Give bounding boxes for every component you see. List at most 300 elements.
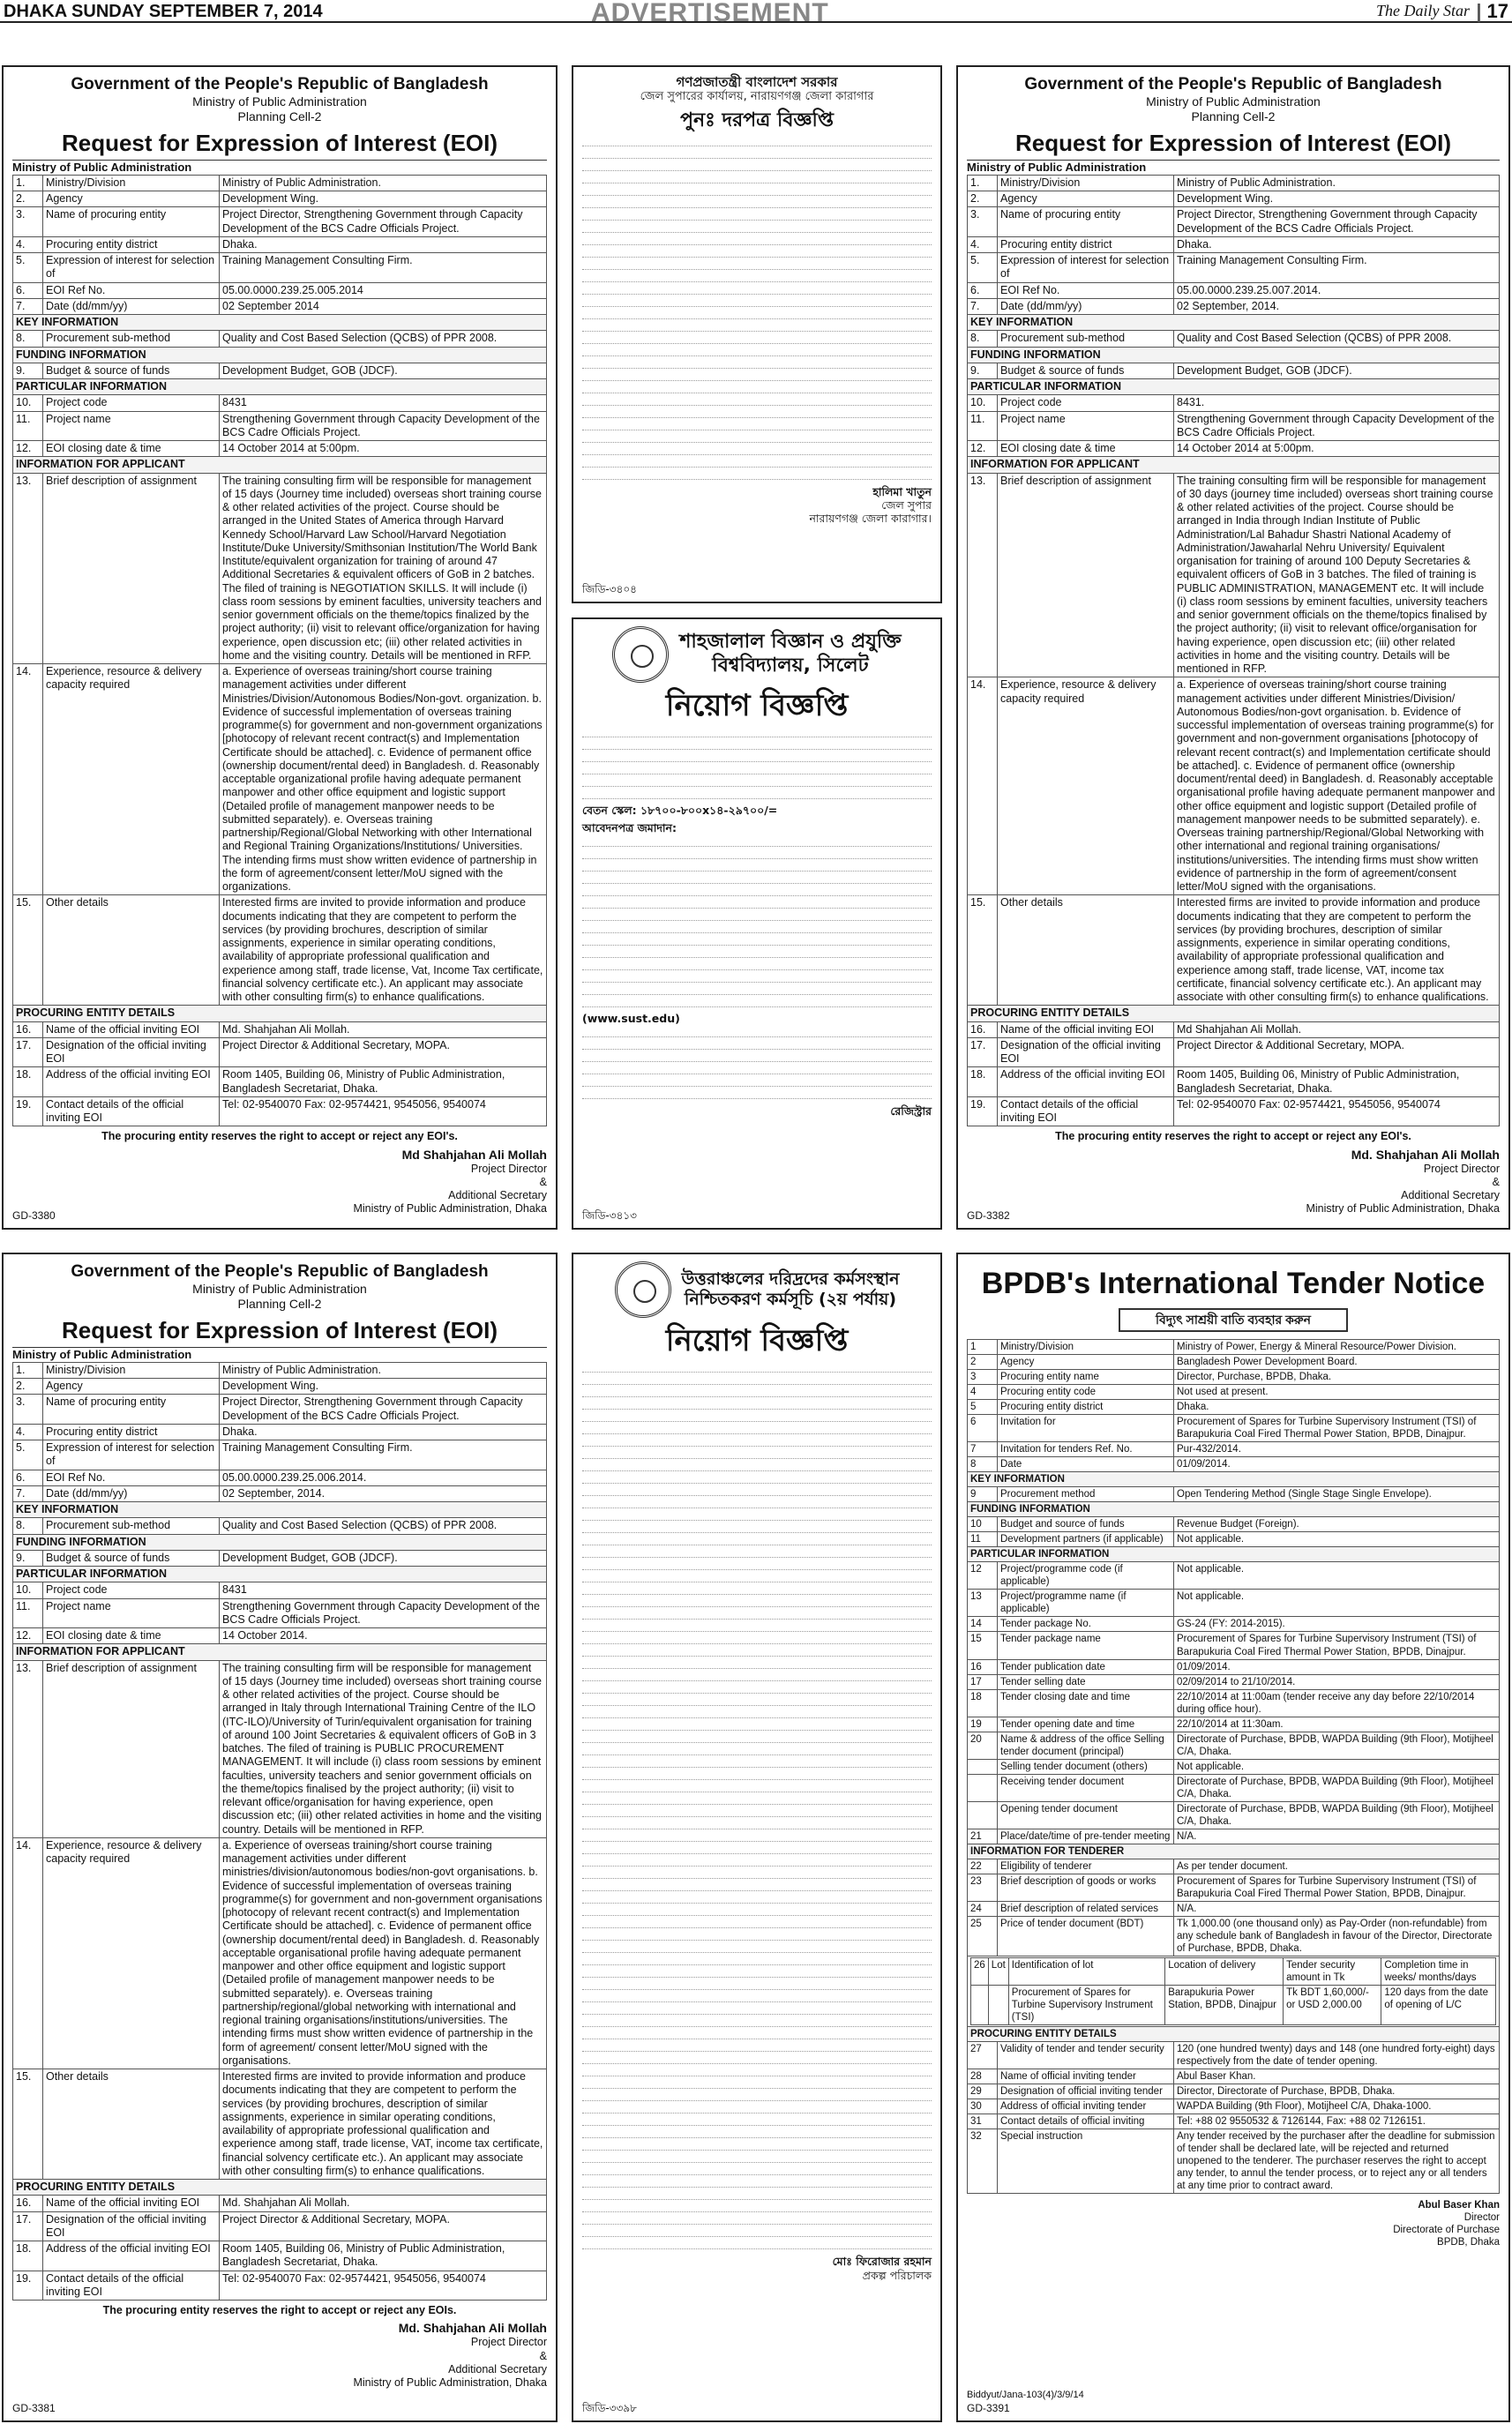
table-row bbox=[968, 1717, 1500, 1732]
table-row bbox=[13, 1362, 547, 1378]
eoi2-cell: Planning Cell-2 bbox=[1191, 109, 1276, 124]
eoi3-section-applicant: INFORMATION FOR APPLICANT bbox=[13, 1644, 547, 1660]
text-line bbox=[582, 1476, 932, 1484]
eoi2-r19-num: 19. bbox=[968, 1096, 998, 1126]
text-line bbox=[582, 950, 932, 958]
program-body-lines bbox=[582, 1365, 932, 2249]
eoi3-r11-num: 11. bbox=[13, 1598, 43, 1628]
text-line bbox=[582, 1029, 932, 1037]
eoi2-r16-value: Md Shahjahan Ali Mollah. bbox=[1174, 1021, 1500, 1037]
table-row bbox=[13, 1379, 547, 1395]
eoi2-sig_t2: & bbox=[1492, 1175, 1500, 1188]
eoi-ad-1 bbox=[2, 65, 558, 1230]
bpdb-lot-cell bbox=[988, 1985, 1008, 2024]
bpdb-cell: GS-24 (FY: 2014-2015). bbox=[1174, 1617, 1500, 1632]
eoi3-signature bbox=[12, 2321, 547, 2390]
bpdb-cell: Not applicable. bbox=[1174, 1590, 1500, 1617]
text-line bbox=[582, 1426, 932, 1434]
table-row bbox=[968, 282, 1500, 298]
text-line bbox=[582, 213, 932, 221]
eoi1-r9-value: Development Budget, GOB (JDCF). bbox=[220, 363, 547, 378]
eoi3-sig_t3: Additional Secretary bbox=[448, 2362, 547, 2375]
eoi3-sig_t4: Ministry of Public Administration, Dhaka bbox=[353, 2376, 547, 2390]
table-row bbox=[13, 347, 547, 363]
eoi2-r2-value: Development Wing. bbox=[1174, 191, 1500, 207]
text-line bbox=[582, 1945, 932, 1953]
text-line bbox=[582, 1649, 932, 1657]
eoi2-r3-num: 3. bbox=[968, 207, 998, 237]
eoi1-r12-value: 14 October 2014 at 5:00pm. bbox=[220, 441, 547, 457]
text-line bbox=[582, 999, 932, 1007]
bpdb-cell: 5 bbox=[968, 1400, 998, 1415]
bn1-subtitle: জেল সুপারের কার্যালয়, নারায়ণগঞ্জ জেলা কারাগার bbox=[640, 90, 874, 104]
eoi1-r4-num: 4. bbox=[13, 236, 43, 252]
eoi2-r17-value: Project Director & Additional Secretary, MOPA. bbox=[1174, 1037, 1500, 1067]
eoi2-r9-num: 9. bbox=[968, 363, 998, 378]
eoi3-r9-num: 9. bbox=[13, 1550, 43, 1566]
eoi3-r15-value: Interested firms are invited to provide information and produce documents indicating that they are competent to perform the services (by providing brochures, description of similar assignments, experience in similar operating conditions, availability of appropriate professional qualification and experience among staff, trade license, VAT, income tax certificate, financial solvency certificate etc.). An applicant may associate with other consulting firm(s) to enhance qualifications. bbox=[220, 2069, 547, 2180]
bpdb-cell: 7 bbox=[968, 1442, 998, 1457]
eoi3-section-funding: FUNDING INFORMATION bbox=[13, 1534, 547, 1550]
text-line bbox=[582, 423, 932, 430]
bn1-sig-title: জেল সুপার bbox=[881, 498, 932, 512]
program-sig-title: প্রকল্প পরিচালক bbox=[862, 2268, 932, 2282]
bpdb-cell: 12 bbox=[968, 1562, 998, 1590]
bpdb-cell: 120 (one hundred twenty) days and 148 (one hundred forty-eight) days respectively from the date of tender opening. bbox=[1174, 2041, 1500, 2069]
text-line bbox=[582, 398, 932, 406]
eoi2-r6-label: EOI Ref No. bbox=[998, 282, 1174, 298]
bpdb-section: PROCURING ENTITY DETAILS bbox=[968, 2026, 1500, 2041]
bn1-body-lines bbox=[582, 138, 932, 480]
table-row bbox=[13, 473, 547, 664]
eoi1-section-procuring: PROCURING ENTITY DETAILS bbox=[13, 1006, 547, 1021]
bpdb-cell: Procurement method bbox=[998, 1487, 1174, 1502]
eoi2-section-procuring: PROCURING ENTITY DETAILS bbox=[968, 1006, 1500, 1021]
table-row bbox=[968, 1370, 1500, 1385]
text-line bbox=[582, 1661, 932, 1669]
text-line bbox=[582, 729, 932, 737]
eoi2-r10-num: 10. bbox=[968, 395, 998, 411]
eoi1-r9-num: 9. bbox=[13, 363, 43, 378]
table-row bbox=[968, 1659, 1500, 1674]
eoi1-r9-label: Budget & source of funds bbox=[43, 363, 220, 378]
text-line bbox=[582, 1389, 932, 1397]
eoi1-r15-label: Other details bbox=[43, 895, 220, 1006]
eoi3-r5-num: 5. bbox=[13, 1440, 43, 1470]
text-line bbox=[582, 250, 932, 258]
bpdb-cell: Eligibility of tenderer bbox=[998, 1859, 1174, 1874]
eoi2-r7-num: 7. bbox=[968, 298, 998, 314]
eoi3-r3-num: 3. bbox=[13, 1395, 43, 1425]
table-row bbox=[13, 1502, 547, 1518]
bpdb-cell: Tel: +88 02 9550532 & 7126144, Fax: +88 02 7126151. bbox=[1174, 2114, 1500, 2129]
eoi1-r13-label: Brief description of assignment bbox=[43, 473, 220, 664]
text-line bbox=[582, 1636, 932, 1644]
eoi3-r19-label: Contact details of the official inviting EOI bbox=[43, 2271, 220, 2301]
bpdb-cell: Any tender received by the purchaser after the deadline for submission of tender shall be declared late, will be rejected and returned unopened to the tenderer. The purchaser reserves the right to accept any tender, to annul the tender process, or to reject any or all tenders at any time prior to contract award. bbox=[1174, 2129, 1500, 2194]
bpdb-cell: Name & address of the office Selling tender document (principal) bbox=[998, 1732, 1174, 1759]
text-line bbox=[582, 1859, 932, 1867]
eoi1-ministry: Ministry of Public Administration bbox=[192, 94, 367, 109]
table-row bbox=[13, 2211, 547, 2241]
text-line bbox=[582, 1797, 932, 1805]
sust-code: জিডি-৩৪১৩ bbox=[582, 1209, 637, 1223]
text-line bbox=[582, 447, 932, 455]
bpdb-cell: 02/09/2014 to 21/10/2014. bbox=[1174, 1674, 1500, 1689]
text-line bbox=[582, 1488, 932, 1496]
table-row bbox=[13, 1550, 547, 1566]
eoi1-r10-value: 8431 bbox=[220, 395, 547, 411]
text-line bbox=[582, 1463, 932, 1471]
table-row bbox=[13, 315, 547, 331]
eoi1-r8-label: Procurement sub-method bbox=[43, 331, 220, 347]
text-line bbox=[582, 1994, 932, 2002]
table-row bbox=[13, 2069, 547, 2180]
text-line bbox=[582, 1896, 932, 1904]
eoi2-ministry-row: Ministry of Public Administration bbox=[967, 160, 1500, 175]
eoi1-r6-label: EOI Ref No. bbox=[43, 282, 220, 298]
program-heading: নিয়োগ বিজ্ঞপ্তি bbox=[665, 1323, 849, 1358]
bpdb-cell: Budget and source of funds bbox=[998, 1517, 1174, 1532]
text-line bbox=[582, 410, 932, 418]
eoi2-r19-label: Contact details of the official inviting EOI bbox=[998, 1096, 1174, 1126]
eoi3-section-particular: PARTICULAR INFORMATION bbox=[13, 1567, 547, 1582]
text-line bbox=[582, 1933, 932, 1941]
eoi2-r12-label: EOI closing date & time bbox=[998, 441, 1174, 457]
eoi1-r4-label: Procuring entity district bbox=[43, 236, 220, 252]
bpdb-cell: Procurement of Spares for Turbine Supervisory Instrument (TSI) of Barapukuria Coal Fired Thermal Power Station, BPDB, Dinajpur. bbox=[1174, 1415, 1500, 1442]
eoi1-sig_t2: & bbox=[539, 1175, 547, 1188]
eoi3-r4-value: Dhaka. bbox=[220, 1424, 547, 1440]
table-row bbox=[968, 1774, 1500, 1801]
bpdb-lot-cell bbox=[971, 1985, 989, 2024]
bn1-title: গণপ্রজাতন্ত্রী বাংলাদেশ সরকার bbox=[676, 74, 838, 90]
text-line bbox=[582, 1710, 932, 1718]
eoi2-r10-value: 8431. bbox=[1174, 395, 1500, 411]
sust-title-2: বিশ্ববিদ্যালয়, সিলেট bbox=[712, 655, 869, 677]
text-line bbox=[582, 385, 932, 393]
table-row bbox=[968, 347, 1500, 363]
bpdb-cell: Price of tender document (BDT) bbox=[998, 1916, 1174, 1956]
bpdb-cell: 24 bbox=[968, 1901, 998, 1916]
bpdb-sig-org: BPDB, Dhaka bbox=[1437, 2237, 1500, 2248]
bpdb-cell: Development partners (if applicable) bbox=[998, 1532, 1174, 1547]
bpdb-cell: 1 bbox=[968, 1340, 998, 1355]
sust-body-lines-c bbox=[582, 1029, 932, 1099]
eoi3-r15-label: Other details bbox=[43, 2069, 220, 2180]
table-row bbox=[13, 1470, 547, 1485]
eoi1-r4-value: Dhaka. bbox=[220, 236, 547, 252]
bpdb-lot-cell: Tk BDT 1,60,000/- or USD 2,000.00 bbox=[1284, 1985, 1381, 2024]
text-line bbox=[582, 348, 932, 356]
eoi3-r4-label: Procuring entity district bbox=[43, 1424, 220, 1440]
bpdb-cell: 01/09/2014. bbox=[1174, 1659, 1500, 1674]
eoi1-r11-num: 11. bbox=[13, 411, 43, 441]
eoi3-r15-num: 15. bbox=[13, 2069, 43, 2180]
table-row bbox=[968, 207, 1500, 237]
bpdb-cell: Address of official inviting tender bbox=[998, 2099, 1174, 2114]
bpdb-cell: 9 bbox=[968, 1487, 998, 1502]
eoi2-r11-value: Strengthening Government through Capacity Development of the BCS Cadre Officials Project. bbox=[1174, 411, 1500, 441]
eoi2-sig_name: Md. Shahjahan Ali Mollah bbox=[1351, 1147, 1500, 1162]
eoi2-section-key: KEY INFORMATION bbox=[968, 315, 1500, 331]
bpdb-lot-cell: 26 bbox=[971, 1957, 989, 1985]
table-row bbox=[13, 331, 547, 347]
table-row bbox=[968, 191, 1500, 207]
eoi2-r7-label: Date (dd/mm/yy) bbox=[998, 298, 1174, 314]
bpdb-cell: 27 bbox=[968, 2041, 998, 2069]
text-line bbox=[582, 472, 932, 480]
table-row bbox=[968, 1442, 1500, 1457]
table-row bbox=[13, 175, 547, 191]
bpdb-cell: 22 bbox=[968, 1859, 998, 1874]
bpdb-cell: Project/programme code (if applicable) bbox=[998, 1562, 1174, 1590]
text-line bbox=[582, 839, 932, 847]
eoi3-gov: Government of the People's Republic of Bangladesh bbox=[71, 1262, 489, 1281]
table-row bbox=[968, 1874, 1500, 1901]
text-line bbox=[582, 779, 932, 787]
table-row bbox=[13, 2271, 547, 2301]
eoi3-code: GD-3381 bbox=[12, 2402, 56, 2415]
eoi1-r13-num: 13. bbox=[13, 473, 43, 664]
table-row bbox=[968, 1457, 1500, 1472]
text-line bbox=[582, 1871, 932, 1879]
bn1-code: জিডি-৩৪০৪ bbox=[582, 583, 637, 596]
eoi1-r6-value: 05.00.0000.239.25.005.2014 bbox=[220, 282, 547, 298]
eoi3-r12-value: 14 October 2014. bbox=[220, 1628, 547, 1644]
eoi2-r3-label: Name of procuring entity bbox=[998, 207, 1174, 237]
eoi3-section-procuring: PROCURING ENTITY DETAILS bbox=[13, 2180, 547, 2196]
sust-website-link[interactable]: (www.sust.edu) bbox=[582, 1011, 680, 1025]
eoi3-r3-label: Name of procuring entity bbox=[43, 1395, 220, 1425]
table-row bbox=[968, 1916, 1500, 1956]
bpdb-energy-slogan: বিদ্যুৎ সাশ্রয়ী বাতি ব্যবহার করুন bbox=[1119, 1308, 1348, 1332]
eoi1-r16-label: Name of the official inviting EOI bbox=[43, 1021, 220, 1037]
sust-signature: রেজিস্ট্রার bbox=[890, 1104, 932, 1118]
eoi2-r1-num: 1. bbox=[968, 175, 998, 191]
bpdb-cell: 01/09/2014. bbox=[1174, 1457, 1500, 1472]
bpdb-cell: 4 bbox=[968, 1385, 998, 1400]
table-row bbox=[968, 1674, 1500, 1689]
table-row bbox=[968, 2114, 1500, 2129]
text-line bbox=[582, 1784, 932, 1792]
table-row bbox=[13, 1096, 547, 1126]
eoi3-r17-value: Project Director & Additional Secretary, MOPA. bbox=[220, 2211, 547, 2241]
table-row bbox=[968, 473, 1500, 677]
eoi2-r11-num: 11. bbox=[968, 411, 998, 441]
eoi1-r15-value: Interested firms are invited to provide information and produce documents indicating that they are competent to perform the services (by providing brochures, description of similar assignments, experience in similar operating conditions, availability of appropriate professional qualification and experience among staff, trade license, Vat, Income Tax certificate, financial solvency certificate etc.). An applicant may associate with other consulting firm(s) to enhance qualifications. bbox=[220, 895, 547, 1006]
text-line bbox=[582, 2044, 932, 2052]
bpdb-cell: Tk 1,000.00 (one thousand only) as Pay-Order (non-refundable) from any schedule bank of Bangladesh in favour of the Director, Directorate of Purchase, BPDB, Dhaka. bbox=[1174, 1916, 1500, 1956]
eoi3-r8-value: Quality and Cost Based Selection (QCBS) of PPR 2008. bbox=[220, 1518, 547, 1534]
bpdb-cell: 32 bbox=[968, 2129, 998, 2194]
table-row bbox=[968, 175, 1500, 191]
table-row bbox=[13, 363, 547, 378]
eoi-ad-2 bbox=[956, 65, 1510, 1230]
eoi3-ministry: Ministry of Public Administration bbox=[192, 1282, 367, 1297]
eoi2-r16-label: Name of the official inviting EOI bbox=[998, 1021, 1174, 1037]
text-line bbox=[582, 791, 932, 799]
table-row bbox=[13, 1644, 547, 1660]
eoi1-r7-num: 7. bbox=[13, 298, 43, 314]
table-row bbox=[13, 2241, 547, 2271]
eoi3-r14-value: a. Experience of overseas training/short course training management activities under different ministries/division/autonomous bodies/non-govt organisations. b. Evidence of successful implementation of overseas training programme(s) for government and non-government organisations [photocopy of relevant recent contract(s) and Implementation Certificate should be attached]. c. Evidence of permanent office (ownership document/rental deed) in Bangladesh. d. Reasonably acceptable organisational profile having adequate permanent manpower and other office equipment and logistic support (Detailed profile of management manpower needs to be submitted separately). e. Overseas training partnership/regional/global networking with international and regional training organisations/institutions/universities. The intending firms must show written evidence of partnership in the form of agreement/ consent letter/MoU signed with the organisations. bbox=[220, 1837, 547, 2069]
eoi2-r8-label: Procurement sub-method bbox=[998, 331, 1174, 347]
table-row bbox=[13, 1006, 547, 1021]
eoi1-section-key: KEY INFORMATION bbox=[13, 315, 547, 331]
text-line bbox=[582, 176, 932, 183]
text-line bbox=[582, 754, 932, 762]
text-line bbox=[582, 1883, 932, 1891]
eoi1-r13-value: The training consulting firm will be responsible for management of 15 days (Journey time included) overseas short training course & other related activities of the project. Course should be arranged in the United States of America through Harvard Kennedy School/Harvard Law School/Harvard Negotiation Institute/Duke University/Smithsonian Institution/The World Bank Institute/equivalent organization for training of around 47 Additional Secretaries & equivalent officers of GoB in 2 batches. The filed of training is NEGOTIATION SKILLS. It will include (i) class room sessions by eminent faculties, university teachers and senior government officials on the theme/topics finalized by the project authority; (ii) visit to relevant office/organization for having experience, open discussion etc; (iii) other related activities in home and the visiting country. Details will be mentioned in RFP. bbox=[220, 473, 547, 664]
text-line bbox=[582, 2031, 932, 2039]
eoi1-sig_t4: Ministry of Public Administration, Dhaka bbox=[353, 1202, 547, 1216]
text-line bbox=[582, 1054, 932, 1062]
eoi1-r2-value: Development Wing. bbox=[220, 191, 547, 207]
bpdb-cell: 13 bbox=[968, 1590, 998, 1617]
bpdb-cell: Procuring entity name bbox=[998, 1370, 1174, 1385]
text-line bbox=[582, 460, 932, 468]
sust-apply-heading: আবেদনপত্র জমাদান: bbox=[582, 820, 677, 834]
eoi2-r11-label: Project name bbox=[998, 411, 1174, 441]
eoi1-r1-value: Ministry of Public Administration. bbox=[220, 175, 547, 191]
bpdb-cell: 25 bbox=[968, 1916, 998, 1956]
text-line bbox=[582, 987, 932, 995]
text-line bbox=[582, 1079, 932, 1087]
eoi2-r5-num: 5. bbox=[968, 253, 998, 283]
eoi1-r15-num: 15. bbox=[13, 895, 43, 1006]
eoi2-r18-value: Room 1405, Building 06, Ministry of Public Administration, Bangladesh Secretariat, Dhaka. bbox=[1174, 1067, 1500, 1097]
program-logo-icon bbox=[615, 1261, 671, 1318]
eoi2-r4-label: Procuring entity district bbox=[998, 236, 1174, 252]
program-sig-name: মোঃ ফিরোজার রহমান bbox=[832, 2255, 932, 2269]
bpdb-cell: 21 bbox=[968, 1829, 998, 1844]
table-row bbox=[968, 1562, 1500, 1590]
text-line bbox=[582, 2192, 932, 2200]
eoi3-r9-label: Budget & source of funds bbox=[43, 1550, 220, 1566]
sust-logo-icon bbox=[612, 626, 669, 683]
eoi2-r10-label: Project code bbox=[998, 395, 1174, 411]
eoi3-table bbox=[12, 1362, 547, 2301]
text-line bbox=[582, 888, 932, 896]
text-line bbox=[582, 274, 932, 282]
table-row bbox=[968, 2099, 1500, 2114]
eoi1-sig_name: Md Shahjahan Ali Mollah bbox=[401, 1147, 547, 1162]
bpdb-cell bbox=[968, 1774, 998, 1801]
text-line bbox=[582, 1599, 932, 1607]
bpdb-cell: 17 bbox=[968, 1674, 998, 1689]
eoi1-r17-value: Project Director & Additional Secretary, MOPA. bbox=[220, 1037, 547, 1067]
text-line bbox=[582, 1735, 932, 1743]
table-row bbox=[968, 1632, 1500, 1659]
bpdb-lot-cell: 120 days from the date of opening of L/C bbox=[1381, 1985, 1496, 2024]
table-row bbox=[968, 379, 1500, 395]
table-row bbox=[968, 2084, 1500, 2099]
text-line bbox=[582, 1575, 932, 1582]
table-row bbox=[968, 1517, 1500, 1532]
table-row bbox=[13, 1567, 547, 1582]
bpdb-cell: 18 bbox=[968, 1689, 998, 1717]
text-line bbox=[582, 2143, 932, 2151]
header-section: ADVERTISEMENT bbox=[591, 0, 829, 27]
bpdb-ref: Biddyut/Jana-103(4)/3/9/14 bbox=[967, 2389, 1084, 2400]
bpdb-cell: 8 bbox=[968, 1457, 998, 1472]
eoi1-r2-label: Agency bbox=[43, 191, 220, 207]
table-row bbox=[968, 411, 1500, 441]
text-line bbox=[582, 1439, 932, 1447]
bpdb-cell: Directorate of Purchase, BPDB, WAPDA Building (9th Floor), Motijheel C/A, Dhaka. bbox=[1174, 1801, 1500, 1829]
table-row bbox=[13, 1628, 547, 1644]
eoi2-r15-num: 15. bbox=[968, 895, 998, 1006]
text-line bbox=[582, 2056, 932, 2064]
eoi3-r18-label: Address of the official inviting EOI bbox=[43, 2241, 220, 2271]
text-line bbox=[582, 262, 932, 270]
table-row bbox=[13, 253, 547, 283]
text-line bbox=[582, 1970, 932, 1978]
eoi3-r19-value: Tel: 02-9540070 Fax: 02-9574421, 9545056, 9540074 bbox=[220, 2271, 547, 2301]
table-row bbox=[968, 1532, 1500, 1547]
bpdb-lot-table bbox=[970, 1957, 1496, 2025]
eoi3-r18-num: 18. bbox=[13, 2241, 43, 2271]
eoi3-r14-num: 14. bbox=[13, 1837, 43, 2069]
text-line bbox=[582, 324, 932, 332]
eoi3-r13-value: The training consulting firm will be responsible for management of 15 days (Journey time included) overseas short training course & other related activities of the project. Course should be arranged in Italy through International Training Centre of the ILO (ITC-ILO)/University of Turin/equivalent organisation for training of around 100 Joint Secretaries & equivalent officers of GoB in 3 batches. The filed of training is PUBLIC PROCUREMENT MANAGEMENT. It will include (i) class room sessions by eminent faculties, university teachers and senior government officials on the theme/topics finalised by the project authority; (ii) visit to relevant office/organisation for having experience, open discussion etc; (iii) other related activities in home and the visiting country. Details will be mentioned in RFP. bbox=[220, 1660, 547, 1837]
eoi1-r16-value: Md. Shahjahan Ali Mollah. bbox=[220, 1021, 547, 1037]
text-line bbox=[582, 1809, 932, 1817]
employment-program-notice bbox=[572, 1253, 942, 2422]
bpdb-cell: As per tender document. bbox=[1174, 1859, 1500, 1874]
text-line bbox=[582, 2069, 932, 2076]
bpdb-cell: 15 bbox=[968, 1632, 998, 1659]
text-line bbox=[582, 851, 932, 859]
table-row bbox=[13, 1485, 547, 1501]
eoi2-ministry: Ministry of Public Administration bbox=[1146, 94, 1321, 109]
bpdb-cell: Tender package name bbox=[998, 1632, 1174, 1659]
table-row bbox=[968, 1021, 1500, 1037]
bpdb-cell: 6 bbox=[968, 1415, 998, 1442]
eoi2-r2-label: Agency bbox=[998, 191, 1174, 207]
table-row bbox=[968, 1096, 1500, 1126]
eoi1-r19-num: 19. bbox=[13, 1096, 43, 1126]
eoi1-r18-value: Room 1405, Building 06, Ministry of Public Administration, Bangladesh Secretariat, Dhaka. bbox=[220, 1067, 547, 1097]
eoi1-r14-label: Experience, resource & delivery capacity required bbox=[43, 664, 220, 895]
bpdb-cell: Pur-432/2014. bbox=[1174, 1442, 1500, 1457]
bpdb-cell: Not used at present. bbox=[1174, 1385, 1500, 1400]
text-line bbox=[582, 1562, 932, 1570]
eoi3-r8-num: 8. bbox=[13, 1518, 43, 1534]
eoi3-reserve-note: The procuring entity reserves the right to accept or reject any EOIs. bbox=[102, 2304, 457, 2317]
sust-title: শাহজালাল বিজ্ঞান ও প্রযুক্তি bbox=[679, 631, 902, 654]
eoi3-r1-num: 1. bbox=[13, 1362, 43, 1378]
eoi2-r5-value: Training Management Consulting Firm. bbox=[1174, 253, 1500, 283]
eoi1-section-applicant: INFORMATION FOR APPLICANT bbox=[13, 457, 547, 473]
eoi2-sig_t4: Ministry of Public Administration, Dhaka bbox=[1306, 1202, 1500, 1216]
eoi1-r17-num: 17. bbox=[13, 1037, 43, 1067]
eoi2-r15-value: Interested firms are invited to provide information and produce documents indicating that they are competent to perform the services (by providing brochures, description of similar assignments, experience in similar operating conditions, availability of appropriate professional qualification and experience among staff, trade license, VAT, income tax certificate, financial solvency certificate etc.). An applicant may associate with other consulting firm(s) to enhance qualifications. bbox=[1174, 895, 1500, 1006]
bpdb-lot-cell: Lot bbox=[988, 1957, 1008, 1985]
bpdb-cell: Opening tender document bbox=[998, 1801, 1174, 1829]
text-line bbox=[582, 237, 932, 245]
bpdb-sig-name: Abul Baser Khan bbox=[1418, 2200, 1500, 2211]
text-line bbox=[582, 2204, 932, 2212]
bpdb-cell: 31 bbox=[968, 2114, 998, 2129]
table-row bbox=[13, 664, 547, 895]
eoi1-r19-label: Contact details of the official inviting EOI bbox=[43, 1096, 220, 1126]
text-line bbox=[582, 2167, 932, 2175]
eoi2-r13-label: Brief description of assignment bbox=[998, 473, 1174, 677]
eoi3-r10-label: Project code bbox=[43, 1582, 220, 1598]
text-line bbox=[582, 2229, 932, 2237]
